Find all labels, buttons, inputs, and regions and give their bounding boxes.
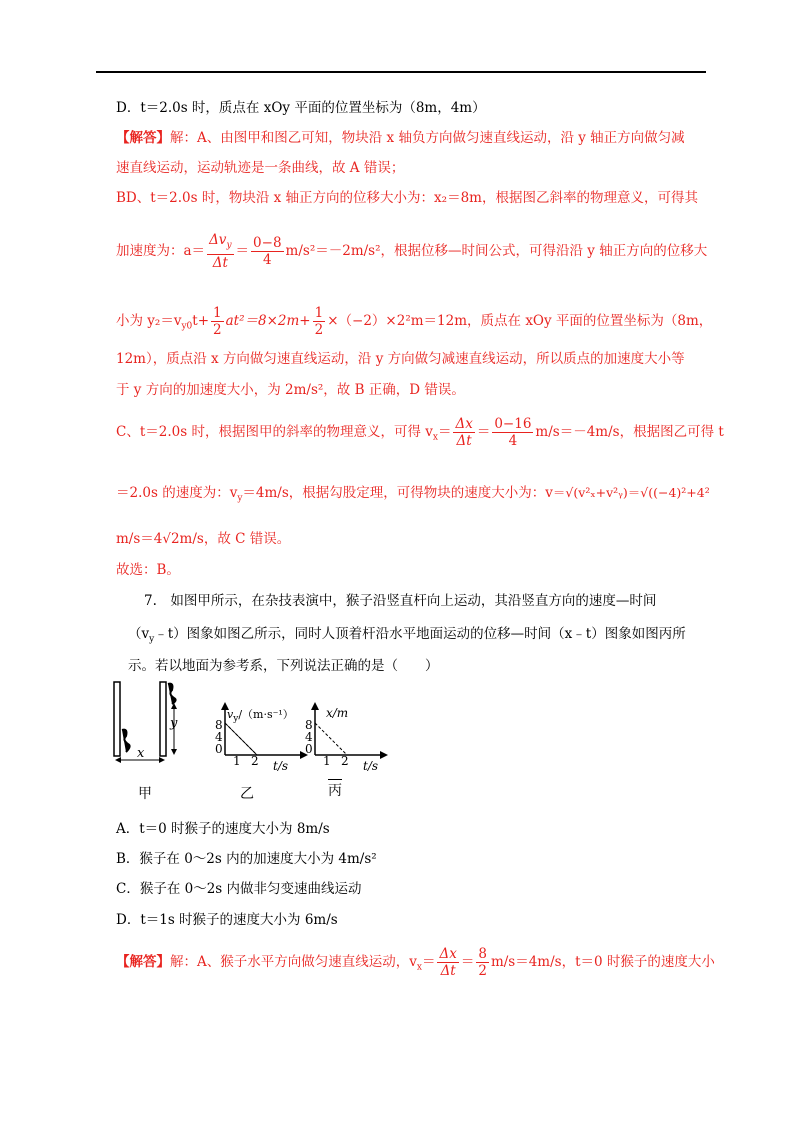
fraction [492,416,533,449]
text: ＝√(v²ₓ+v²ᵧ)＝√((−4)²+4² [552,485,710,500]
sub: y [149,634,155,645]
text: 加速度为：a＝ [116,242,206,259]
den: 2 [213,322,222,338]
answer-line-5 [116,305,712,338]
tick-2: 2 [341,754,349,768]
num: 0−8 [253,234,282,251]
option-c: C．猴子在 0～2s 内做非匀变速曲线运动 [116,881,362,897]
sub: y0 [181,321,193,332]
text: t+ [192,313,210,329]
eq: ＝ [460,954,475,970]
figure-jia [110,680,190,770]
tick-4: 4 [215,730,223,744]
sub: y [237,493,243,504]
num: 1 [213,305,222,321]
xt-line [315,723,347,755]
answer-line-10: m/s＝4√2m/s，故 C 错误。 [116,531,291,547]
text: 解：A、猴子水平方向做匀速直线运动，v [170,954,417,970]
answer-line-3: BD、t＝2.0s 时，物块沿 x 轴正方向的位移大小为：x₂＝8m，根据图乙斜率的物理意义，可得其 [116,190,698,206]
text: m/s＝－4m/s，根据图乙可得 t [535,424,724,440]
answer-tag: 【解答】 [116,954,170,970]
q7-line-2 [128,625,686,649]
tick-1: 1 [323,754,331,768]
answer-line-2: 速直线运动，运动轨迹是一条曲线，故 A 错误； [116,160,405,176]
text: C、t＝2.0s 时，根据图甲的斜率的物理意义，可得 v [116,424,433,440]
arrowhead [311,702,319,710]
num: 8 [478,946,487,962]
arrowhead [115,757,121,763]
arrowhead [171,749,177,755]
monkey-right [168,684,176,704]
t-label: t/s [363,759,379,773]
fraction [476,946,489,979]
tick-1: 1 [233,754,241,768]
answer-line-8 [116,416,724,449]
option-b: B．猴子在 0～2s 内的加速度大小为 4m/s² [116,851,377,867]
den: Δt [440,963,456,979]
text: ×（−2）×2²m＝12m，质点在 xOy 平面的位置坐标为（8m， [327,313,713,329]
yi-ylabel [227,706,294,724]
tick-8: 8 [215,718,223,732]
arrowhead [380,751,388,759]
fraction [313,305,326,338]
den: 2 [478,963,487,979]
t-label: t/s [273,759,289,773]
tick-2: 2 [251,754,259,768]
tick-4: 4 [305,730,313,744]
fraction [437,946,458,979]
v: v [227,708,234,721]
answer-line-4 [116,232,707,271]
answer-line-1 [116,129,685,147]
sub: x [416,962,422,973]
fraction [211,305,224,338]
caption-jia: 甲 [138,786,152,802]
x-label: x [137,746,145,761]
q7-line-1: 7. 如图甲所示，在杂技表演中，猴子沿竖直杆向上运动，其沿竖直方向的速度—时间 [144,593,657,609]
num: Δx [455,416,473,432]
text: m/s＝4m/s，t＝0 时猴子的速度大小 [490,954,715,970]
arrowhead [171,703,177,709]
q7-line-3: 示。若以地面为参考系，下列说法正确的是（ ） [128,658,439,674]
bing-ylabel: x/m [326,706,349,720]
answer-text: 解：A、由图甲和图乙可知，物块沿 x 轴负方向做匀速直线运动，沿 y 轴正方向做匀减 [170,130,685,146]
unit: /（m·s⁻¹） [238,708,294,721]
tick-0: 0 [305,742,313,756]
text: 小为 y₂＝v [116,313,182,329]
text: ＝ [476,424,491,440]
fraction [453,416,474,449]
num: 1 [314,305,324,321]
den: 4 [508,433,518,449]
num: Δx [439,946,457,962]
text: at²＝8×2m+ [225,313,311,329]
caption-yi: 乙 [240,786,254,802]
caption-bing: 丙 [328,779,342,800]
answer-line-11: 故选：B。 [116,562,180,578]
answer-line-9 [116,484,710,508]
answer-tag: 【解答】 [116,130,170,146]
sub: y [233,714,239,725]
text: （v [128,626,150,642]
den: Δt [212,254,228,271]
text: ﹣t）图象如图乙所示，同时人顶着杆沿水平地面运动的位移—时间（x﹣t）图象如图丙所 [154,626,686,642]
text: ＝ [437,424,452,440]
pole-left [114,682,120,756]
monkey-left [122,730,130,752]
text: m/s²＝－2m/s²，根据位移—时间公式，可得沿沿 y 轴正方向的位移大 [285,242,708,259]
tick-8: 8 [305,718,313,732]
answer2-line-1 [116,946,715,979]
fraction [207,232,233,271]
den: 4 [263,251,272,268]
sub: x [432,432,438,443]
pole-right [160,682,166,756]
text: ＝2.0s 的速度为：v [116,485,238,501]
option-d: D．t＝1s 时猴子的速度大小为 6m/s [116,912,338,928]
vt-series [225,723,257,755]
eq: ＝ [235,242,250,259]
den: 2 [314,322,324,338]
y-label: y [170,716,178,731]
option-a: A．t＝0 时猴子的速度大小为 8m/s [116,821,330,837]
option-d-prev: D．t＝2.0s 时，质点在 xOy 平面的位置坐标为（8m，4m） [116,100,486,116]
answer-line-7: 于 y 方向的加速度大小，为 2m/s²，故 B 正确，D 错误。 [116,382,465,398]
num: Δv [209,232,227,248]
text: ＝ [421,954,436,970]
tick-0: 0 [215,742,223,756]
header-rule [96,71,706,73]
den: Δt [456,433,472,449]
sub: y [226,240,232,251]
arrowhead [159,757,165,763]
num: 0−16 [494,416,532,432]
text: ＝4m/s，根据勾股定理，可得物块的速度大小为：v [242,485,553,501]
answer-line-6: 12m），质点沿 x 方向做匀速直线运动，沿 y 方向做匀减速直线运动，所以质点的加速度大小等 [116,351,685,367]
fraction [251,235,284,268]
